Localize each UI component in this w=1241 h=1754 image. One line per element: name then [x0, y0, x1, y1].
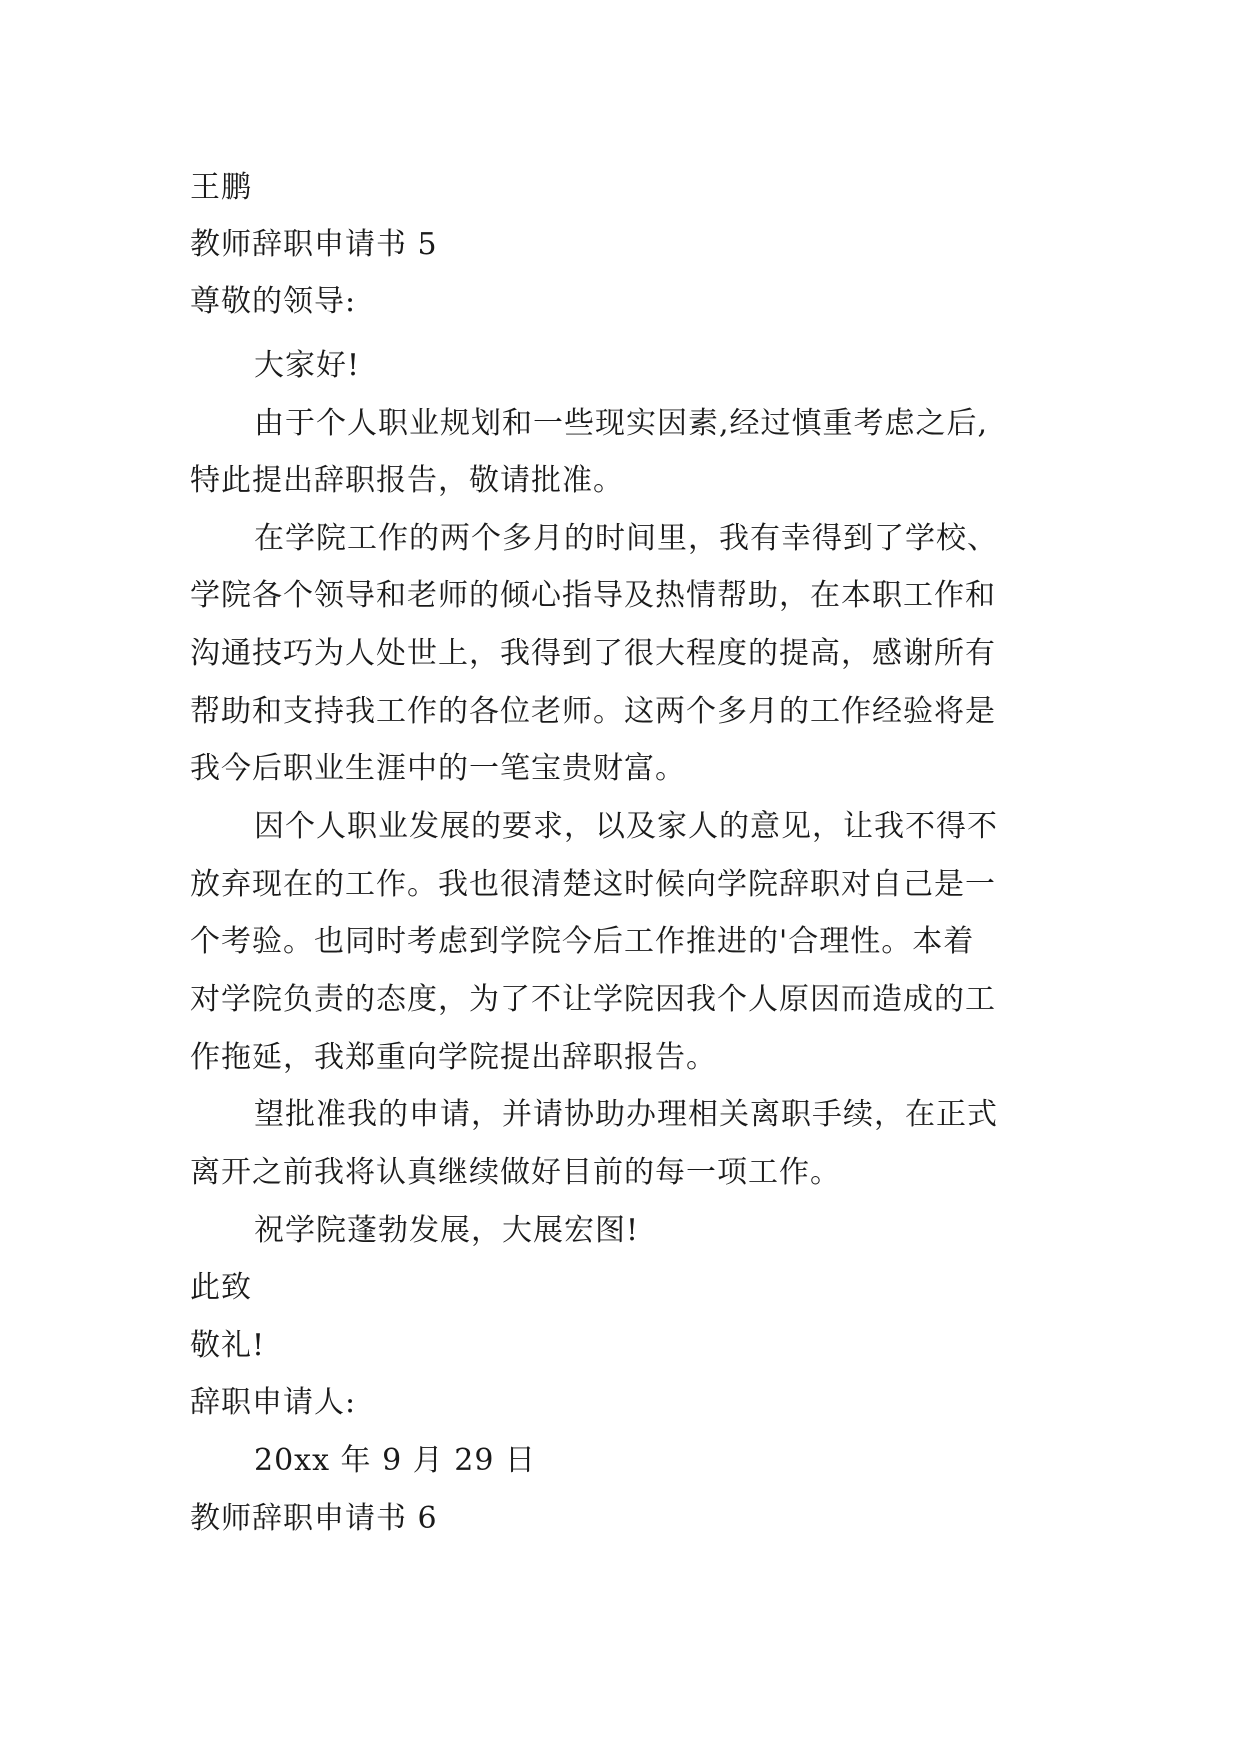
salutation: 尊敬的领导:	[190, 284, 357, 319]
paragraph-2-line-3: 沟通技巧为人处世上，我得到了很大程度的提高，感谢所有	[190, 636, 996, 671]
paragraph-3-line-2: 放弃现在的工作。我也很清楚这时候向学院辞职对自己是一	[190, 867, 996, 902]
paragraph-2-line-2: 学院各个领导和老师的倾心指导及热情帮助，在本职工作和	[190, 578, 996, 613]
paragraph-3-line-3: 个考验。也同时考虑到学院今后工作推进的'合理性。本着	[190, 924, 975, 959]
section-title-5: 教师辞职申请书 5	[190, 227, 438, 262]
paragraph-4-line-2: 离开之前我将认真继续做好目前的每一项工作。	[190, 1155, 841, 1190]
paragraph-1-line-2: 特此提出辞职报告，敬请批准。	[190, 463, 624, 498]
paragraph-3-line-4: 对学院负责的态度，为了不让学院因我个人原因而造成的工	[190, 982, 996, 1017]
date: 20xx 年 9 月 29 日	[254, 1443, 536, 1478]
section-title-6: 教师辞职申请书 6	[190, 1501, 438, 1536]
closing-cizhi: 此致	[190, 1270, 252, 1305]
signature-label: 辞职申请人:	[190, 1385, 357, 1420]
author-name: 王鹏	[190, 170, 252, 205]
greeting: 大家好!	[254, 348, 361, 383]
closing-wish: 祝学院蓬勃发展，大展宏图!	[254, 1213, 640, 1248]
paragraph-1-line-1: 由于个人职业规划和一些现实因素,经过慎重考虑之后,	[254, 406, 989, 441]
paragraph-3-line-1: 因个人职业发展的要求，以及家人的意见，让我不得不	[254, 809, 998, 844]
paragraph-2-line-5: 我今后职业生涯中的一笔宝贵财富。	[190, 751, 686, 786]
paragraph-2-line-1: 在学院工作的两个多月的时间里，我有幸得到了学校、	[254, 521, 998, 556]
paragraph-3-line-5: 作拖延，我郑重向学院提出辞职报告。	[190, 1040, 717, 1075]
paragraph-4-line-1: 望批准我的申请，并请协助办理相关离职手续，在正式	[254, 1097, 998, 1132]
paragraph-2-line-4: 帮助和支持我工作的各位老师。这两个多月的工作经验将是	[190, 694, 996, 729]
closing-jingli: 敬礼!	[190, 1328, 266, 1363]
